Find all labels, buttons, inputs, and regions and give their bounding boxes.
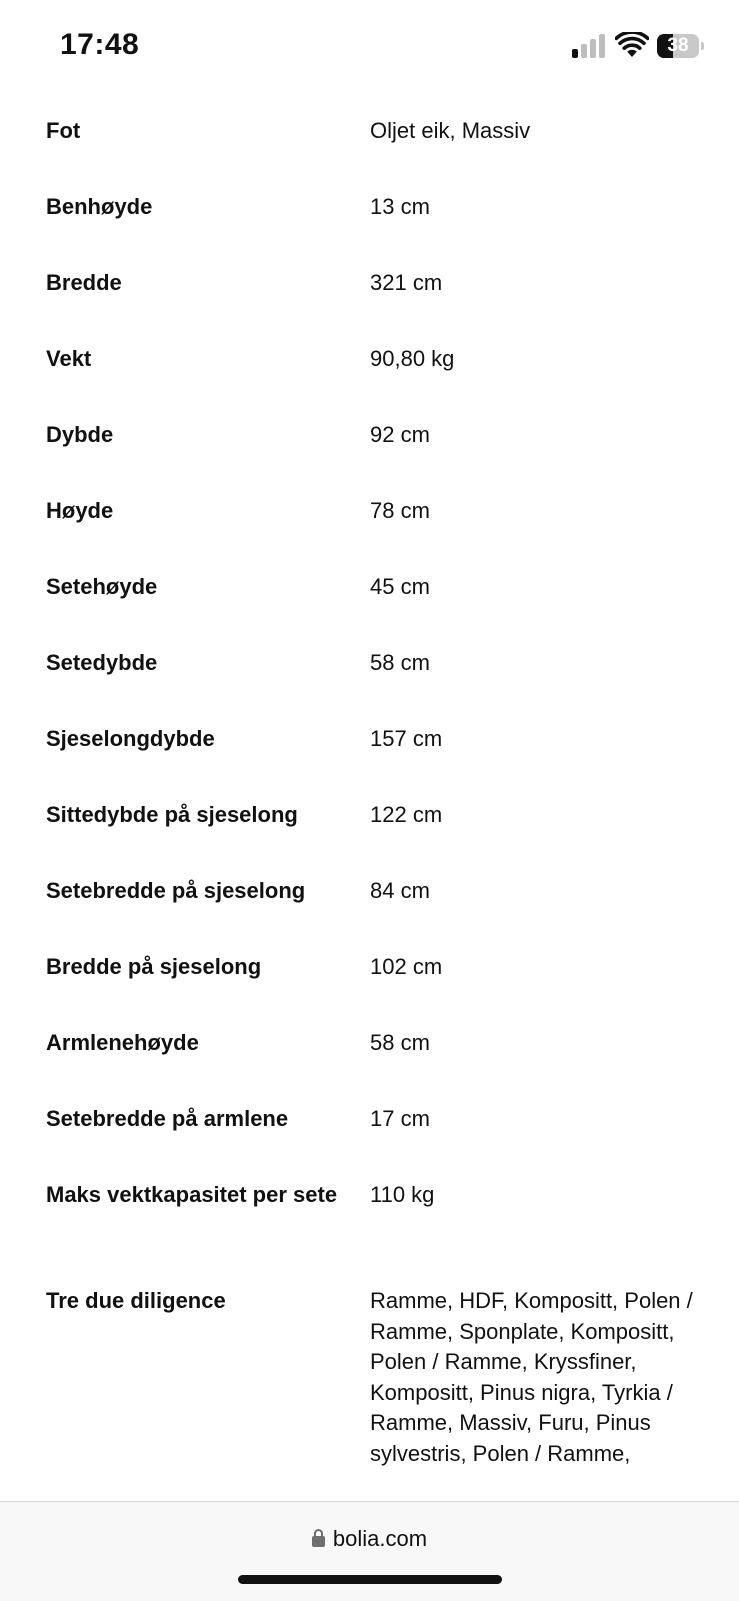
spec-value: 157 cm xyxy=(370,726,443,751)
spec-value: 58 cm xyxy=(370,1030,430,1055)
spec-label: Sittedybde på sjeselong xyxy=(46,802,298,827)
spec-label: Dybde xyxy=(46,422,114,447)
spec-label: Setebredde på sjeselong xyxy=(46,878,306,903)
spec-value: Ramme, HDF, Kompositt, Polen / Ramme, Sponplate, Kompositt, Polen / Ramme, Kryssfiner, Kompositt, Pinus nigra, Tyrkia / Ramme, Massiv, Furu, Pinus sylvestris, Polen / Ramme, xyxy=(370,1288,693,1466)
spec-value: 321 cm xyxy=(370,270,443,295)
spec-label: Tre due diligence xyxy=(46,1288,226,1313)
spec-row xyxy=(46,192,706,268)
wifi-icon xyxy=(615,32,649,58)
spec-row xyxy=(46,496,706,572)
battery-icon xyxy=(657,34,699,58)
spec-value: 58 cm xyxy=(370,650,430,675)
status-bar xyxy=(0,0,739,92)
url-display[interactable] xyxy=(0,1526,739,1552)
spec-row xyxy=(46,420,706,496)
lock-icon xyxy=(312,1529,325,1547)
spec-row xyxy=(46,648,706,724)
spec-label: Setedybde xyxy=(46,650,158,675)
spec-row xyxy=(46,1180,706,1286)
spec-label: Høyde xyxy=(46,498,114,523)
spec-value: 122 cm xyxy=(370,802,443,827)
spec-label: Bredde xyxy=(46,270,122,295)
spec-label: Benhøyde xyxy=(46,194,153,219)
spec-label: Maks vektkapasitet per sete xyxy=(46,1182,338,1207)
battery-level: 38 xyxy=(667,35,689,56)
spec-value: 78 cm xyxy=(370,498,430,523)
spec-value: 45 cm xyxy=(370,574,430,599)
spec-label: Fot xyxy=(46,118,81,143)
url-text: bolia.com xyxy=(332,1526,428,1551)
spec-row xyxy=(46,116,706,192)
spec-row xyxy=(46,1028,706,1104)
spec-label: Setehøyde xyxy=(46,574,158,599)
spec-list xyxy=(46,116,706,1502)
spec-value: 110 kg xyxy=(370,1182,435,1207)
spec-row xyxy=(46,572,706,648)
spec-row xyxy=(46,724,706,800)
spec-value: Oljet eik, Massiv xyxy=(370,118,531,143)
spec-row xyxy=(46,1286,706,1469)
spec-row xyxy=(46,344,706,420)
home-indicator[interactable] xyxy=(238,1575,502,1584)
spec-value: 17 cm xyxy=(370,1106,430,1131)
spec-value: 92 cm xyxy=(370,422,430,447)
spec-row xyxy=(46,800,706,876)
spec-value: 90,80 kg xyxy=(370,346,455,371)
spec-value: 102 cm xyxy=(370,954,443,979)
spec-label: Setebredde på armlene xyxy=(46,1106,289,1131)
spec-label: Armlenehøyde xyxy=(46,1030,199,1055)
spec-row xyxy=(46,876,706,952)
spec-label: Bredde på sjeselong xyxy=(46,954,262,979)
address-bar[interactable] xyxy=(0,1501,739,1601)
spec-row xyxy=(46,1104,706,1180)
spec-row xyxy=(46,952,706,1028)
spec-label: Sjeselongdybde xyxy=(46,726,215,751)
spec-row xyxy=(46,268,706,344)
spec-value: 13 cm xyxy=(370,194,430,219)
spec-value: 84 cm xyxy=(370,878,430,903)
status-time: 17:48 xyxy=(60,28,140,61)
spec-label: Vekt xyxy=(46,346,92,371)
signal-bars-icon xyxy=(572,34,606,58)
